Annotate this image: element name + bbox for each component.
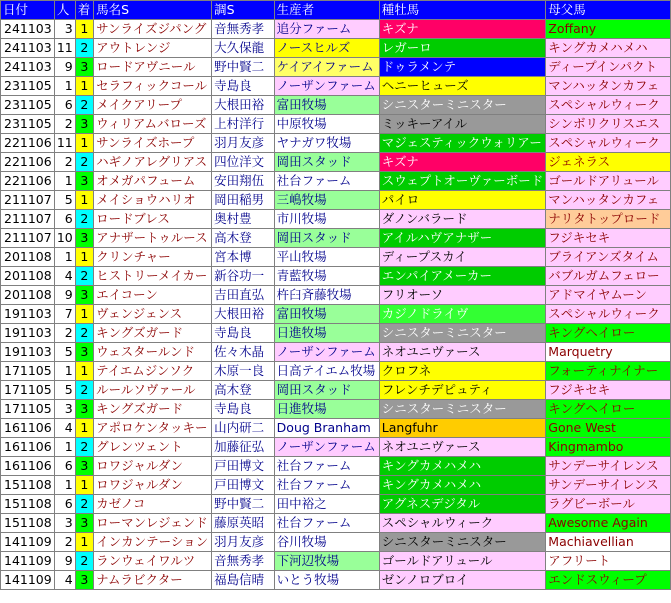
cell-horse: アウトレンジ xyxy=(94,39,212,58)
table-row xyxy=(1,286,671,305)
cell-finish: 2 xyxy=(75,495,93,514)
table-row xyxy=(1,552,671,571)
cell-popularity: 3 xyxy=(54,400,75,419)
cell-sire: フリオーソ xyxy=(379,286,546,305)
cell-finish: 2 xyxy=(75,324,93,343)
cell-trainer: 戸田博文 xyxy=(212,457,275,476)
cell-finish: 1 xyxy=(75,362,93,381)
cell-trainer: 藤原英昭 xyxy=(212,514,275,533)
cell-finish: 1 xyxy=(75,248,93,267)
cell-sire: シニスターミニスター xyxy=(379,400,546,419)
cell-trainer: 福島信晴 xyxy=(212,571,275,590)
cell-sire: キングカメハメハ xyxy=(379,476,546,495)
cell-horse: ヴェンジェンス xyxy=(94,305,212,324)
cell-breeder: ノーザンファーム xyxy=(274,438,379,457)
table-row xyxy=(1,58,671,77)
cell-dam-sire: ラグビーボール xyxy=(546,495,671,514)
table-row xyxy=(1,191,671,210)
cell-finish: 3 xyxy=(75,343,93,362)
cell-date: 191103 xyxy=(1,305,55,324)
table-row xyxy=(1,115,671,134)
cell-date: 241103 xyxy=(1,20,55,39)
table-row xyxy=(1,324,671,343)
cell-sire: スウェプトオーヴァーボード xyxy=(379,172,546,191)
cell-horse: インカンテーション xyxy=(94,533,212,552)
cell-sire: ネオユニヴァース xyxy=(379,343,546,362)
table-row xyxy=(1,514,671,533)
cell-date: 141109 xyxy=(1,533,55,552)
cell-trainer: 寺島良 xyxy=(212,77,275,96)
cell-breeder: ノーザンファーム xyxy=(274,77,379,96)
cell-popularity: 2 xyxy=(54,324,75,343)
cell-sire: キズナ xyxy=(379,153,546,172)
cell-horse: グレンツェント xyxy=(94,438,212,457)
cell-dam-sire: フジキセキ xyxy=(546,229,671,248)
cell-trainer: 音無秀孝 xyxy=(212,552,275,571)
cell-finish: 2 xyxy=(75,96,93,115)
cell-breeder: 平山牧場 xyxy=(274,248,379,267)
cell-finish: 2 xyxy=(75,210,93,229)
cell-breeder: 日進牧場 xyxy=(274,324,379,343)
header-horse: 馬名S xyxy=(94,1,212,20)
cell-dam-sire: ディープインパクト xyxy=(546,58,671,77)
cell-horse: ウェスタールンド xyxy=(94,343,212,362)
cell-dam-sire: Kingmambo xyxy=(546,438,671,457)
cell-sire: シニスターミニスター xyxy=(379,533,546,552)
cell-date: 151108 xyxy=(1,514,55,533)
cell-date: 171105 xyxy=(1,400,55,419)
header-breeder: 生産者 xyxy=(274,1,379,20)
cell-finish: 2 xyxy=(75,39,93,58)
cell-popularity: 3 xyxy=(54,20,75,39)
cell-finish: 3 xyxy=(75,286,93,305)
cell-dam-sire: フォーティナイナー xyxy=(546,362,671,381)
cell-trainer: 戸田博文 xyxy=(212,476,275,495)
cell-horse: キングズガード xyxy=(94,324,212,343)
cell-breeder: 追分ファーム xyxy=(274,20,379,39)
cell-popularity: 4 xyxy=(54,267,75,286)
cell-dam-sire: Marquetry xyxy=(546,343,671,362)
cell-breeder: 岡田スタッド xyxy=(274,153,379,172)
cell-trainer: 山内研二 xyxy=(212,419,275,438)
cell-popularity: 6 xyxy=(54,457,75,476)
cell-horse: ローマンレジェンド xyxy=(94,514,212,533)
cell-date: 211107 xyxy=(1,210,55,229)
cell-breeder: 杵臼斉藤牧場 xyxy=(274,286,379,305)
cell-trainer: 羽月友彦 xyxy=(212,533,275,552)
cell-sire: エンパイアメーカー xyxy=(379,267,546,286)
cell-sire: Langfuhr xyxy=(379,419,546,438)
cell-sire: キングカメハメハ xyxy=(379,457,546,476)
table-row xyxy=(1,476,671,495)
cell-breeder: ノーザンファーム xyxy=(274,343,379,362)
table-row xyxy=(1,248,671,267)
cell-finish: 2 xyxy=(75,153,93,172)
cell-sire: パイロ xyxy=(379,191,546,210)
cell-trainer: 岡田稲男 xyxy=(212,191,275,210)
table-row xyxy=(1,305,671,324)
cell-horse: セラフィックコール xyxy=(94,77,212,96)
cell-horse: アポロケンタッキー xyxy=(94,419,212,438)
cell-sire: ディープスカイ xyxy=(379,248,546,267)
cell-date: 171105 xyxy=(1,362,55,381)
cell-sire: キズナ xyxy=(379,20,546,39)
cell-dam-sire: キングカメハメハ xyxy=(546,39,671,58)
cell-sire: アグネスデジタル xyxy=(379,495,546,514)
cell-breeder: 青藍牧場 xyxy=(274,267,379,286)
cell-horse: ヒストリーメイカー xyxy=(94,267,212,286)
cell-dam-sire: Zoffany xyxy=(546,20,671,39)
cell-dam-sire: キングヘイロー xyxy=(546,324,671,343)
table-row xyxy=(1,571,671,590)
cell-trainer: 寺島良 xyxy=(212,400,275,419)
cell-sire: ドゥラメンテ xyxy=(379,58,546,77)
cell-dam-sire: アフリート xyxy=(546,552,671,571)
cell-popularity: 11 xyxy=(54,134,75,153)
cell-trainer: 奥村豊 xyxy=(212,210,275,229)
cell-horse: メイショウハリオ xyxy=(94,191,212,210)
cell-popularity: 10 xyxy=(54,229,75,248)
cell-finish: 3 xyxy=(75,229,93,248)
cell-date: 201108 xyxy=(1,248,55,267)
cell-horse: ナムラビクター xyxy=(94,571,212,590)
cell-popularity: 5 xyxy=(54,191,75,210)
cell-horse: ウィリアムバローズ xyxy=(94,115,212,134)
cell-date: 191103 xyxy=(1,324,55,343)
cell-horse: サンライズホープ xyxy=(94,134,212,153)
cell-breeder: 岡田スタッド xyxy=(274,229,379,248)
cell-trainer: 大久保龍 xyxy=(212,39,275,58)
cell-breeder: 田中裕之 xyxy=(274,495,379,514)
cell-finish: 3 xyxy=(75,115,93,134)
cell-popularity: 4 xyxy=(54,419,75,438)
cell-finish: 1 xyxy=(75,134,93,153)
cell-dam-sire: ジェネラス xyxy=(546,153,671,172)
cell-horse: オメガパフューム xyxy=(94,172,212,191)
cell-popularity: 1 xyxy=(54,362,75,381)
cell-breeder: 三嶋牧場 xyxy=(274,191,379,210)
cell-trainer: 高木登 xyxy=(212,229,275,248)
cell-trainer: 羽月友彦 xyxy=(212,134,275,153)
cell-popularity: 1 xyxy=(54,172,75,191)
cell-horse: サンライズジパング xyxy=(94,20,212,39)
cell-dam-sire: マンハッタンカフェ xyxy=(546,191,671,210)
cell-finish: 3 xyxy=(75,172,93,191)
cell-breeder: 岡田スタッド xyxy=(274,381,379,400)
table-body xyxy=(1,20,671,590)
cell-breeder: 下河辺牧場 xyxy=(274,552,379,571)
table-row xyxy=(1,419,671,438)
cell-sire: ゴールドアリュール xyxy=(379,552,546,571)
table-row xyxy=(1,343,671,362)
cell-trainer: 新谷功一 xyxy=(212,267,275,286)
cell-popularity: 2 xyxy=(54,533,75,552)
cell-breeder: ケイアイファーム xyxy=(274,58,379,77)
cell-finish: 3 xyxy=(75,400,93,419)
cell-finish: 2 xyxy=(75,267,93,286)
cell-dam-sire: シンボリクリスエス xyxy=(546,115,671,134)
cell-breeder: 日進牧場 xyxy=(274,400,379,419)
cell-dam-sire: Machiavellian xyxy=(546,533,671,552)
cell-breeder: 社台ファーム xyxy=(274,172,379,191)
table-row xyxy=(1,381,671,400)
cell-popularity: 3 xyxy=(54,514,75,533)
cell-trainer: 加藤征弘 xyxy=(212,438,275,457)
cell-breeder: 中原牧場 xyxy=(274,115,379,134)
cell-trainer: 大根田裕 xyxy=(212,96,275,115)
cell-trainer: 野中賢二 xyxy=(212,58,275,77)
cell-date: 161106 xyxy=(1,438,55,457)
cell-dam-sire: スペシャルウィーク xyxy=(546,305,671,324)
cell-date: 221106 xyxy=(1,153,55,172)
cell-popularity: 9 xyxy=(54,286,75,305)
cell-breeder: ヤナガワ牧場 xyxy=(274,134,379,153)
cell-finish: 3 xyxy=(75,514,93,533)
cell-finish: 3 xyxy=(75,571,93,590)
cell-trainer: 安田翔伍 xyxy=(212,172,275,191)
cell-date: 161106 xyxy=(1,419,55,438)
header-popularity: 人 xyxy=(54,1,75,20)
cell-sire: ネオユニヴァース xyxy=(379,438,546,457)
cell-finish: 1 xyxy=(75,419,93,438)
table-row xyxy=(1,210,671,229)
table-row xyxy=(1,134,671,153)
header-row xyxy=(1,1,671,20)
cell-breeder: いとう牧場 xyxy=(274,571,379,590)
cell-popularity: 1 xyxy=(54,248,75,267)
cell-sire: カジノドライヴ xyxy=(379,305,546,324)
cell-popularity: 1 xyxy=(54,438,75,457)
cell-breeder: 社台ファーム xyxy=(274,514,379,533)
cell-popularity: 9 xyxy=(54,552,75,571)
cell-finish: 1 xyxy=(75,533,93,552)
cell-date: 191103 xyxy=(1,343,55,362)
cell-finish: 2 xyxy=(75,552,93,571)
cell-popularity: 5 xyxy=(54,381,75,400)
cell-dam-sire: サンデーサイレンス xyxy=(546,476,671,495)
table-row xyxy=(1,96,671,115)
cell-dam-sire: スペシャルウィーク xyxy=(546,134,671,153)
cell-date: 231105 xyxy=(1,115,55,134)
table-row xyxy=(1,362,671,381)
cell-trainer: 上村洋行 xyxy=(212,115,275,134)
cell-sire: スペシャルウィーク xyxy=(379,514,546,533)
cell-breeder: Doug Branham xyxy=(274,419,379,438)
header-sire: 種牡馬 xyxy=(379,1,546,20)
cell-popularity: 4 xyxy=(54,571,75,590)
cell-popularity: 6 xyxy=(54,96,75,115)
cell-popularity: 7 xyxy=(54,305,75,324)
cell-popularity: 5 xyxy=(54,343,75,362)
cell-date: 211107 xyxy=(1,229,55,248)
cell-finish: 2 xyxy=(75,381,93,400)
cell-popularity: 6 xyxy=(54,495,75,514)
cell-dam-sire: エンドスウィープ xyxy=(546,571,671,590)
cell-popularity: 2 xyxy=(54,153,75,172)
table-row xyxy=(1,457,671,476)
cell-date: 221106 xyxy=(1,172,55,191)
cell-breeder: 社台ファーム xyxy=(274,457,379,476)
header-finish: 着 xyxy=(75,1,93,20)
cell-trainer: 宮本博 xyxy=(212,248,275,267)
cell-popularity: 2 xyxy=(54,115,75,134)
cell-sire: マジェスティックウォリアー xyxy=(379,134,546,153)
cell-date: 201108 xyxy=(1,267,55,286)
cell-sire: ヘニーヒューズ xyxy=(379,77,546,96)
cell-horse: メイクアリープ xyxy=(94,96,212,115)
cell-sire: クロフネ xyxy=(379,362,546,381)
table-row xyxy=(1,229,671,248)
cell-trainer: 木原一良 xyxy=(212,362,275,381)
cell-breeder: 富田牧場 xyxy=(274,96,379,115)
header-trainer: 調S xyxy=(212,1,275,20)
cell-dam-sire: ナリタトップロード xyxy=(546,210,671,229)
cell-date: 241103 xyxy=(1,39,55,58)
cell-date: 231105 xyxy=(1,77,55,96)
cell-horse: ロワジャルダン xyxy=(94,476,212,495)
cell-horse: キングズガード xyxy=(94,400,212,419)
cell-horse: カゼノコ xyxy=(94,495,212,514)
table-row xyxy=(1,438,671,457)
cell-date: 151108 xyxy=(1,476,55,495)
cell-finish: 1 xyxy=(75,20,93,39)
cell-dam-sire: Awesome Again xyxy=(546,514,671,533)
cell-popularity: 11 xyxy=(54,39,75,58)
cell-sire: ミッキーアイル xyxy=(379,115,546,134)
cell-horse: アナザートゥルース xyxy=(94,229,212,248)
table-row xyxy=(1,153,671,172)
cell-sire: シニスターミニスター xyxy=(379,96,546,115)
table-row xyxy=(1,77,671,96)
header-dam-sire: 母父馬 xyxy=(546,1,671,20)
cell-sire: レガーロ xyxy=(379,39,546,58)
cell-dam-sire: スペシャルウィーク xyxy=(546,96,671,115)
cell-horse: ロワジャルダン xyxy=(94,457,212,476)
table-row xyxy=(1,495,671,514)
cell-horse: テイエムジンソク xyxy=(94,362,212,381)
cell-horse: ハギノアレグリアス xyxy=(94,153,212,172)
cell-trainer: 吉田直弘 xyxy=(212,286,275,305)
cell-dam-sire: フジキセキ xyxy=(546,381,671,400)
table-row xyxy=(1,533,671,552)
cell-sire: シニスターミニスター xyxy=(379,324,546,343)
table-row xyxy=(1,400,671,419)
cell-trainer: 野中賢二 xyxy=(212,495,275,514)
cell-finish: 3 xyxy=(75,58,93,77)
cell-breeder: 谷川牧場 xyxy=(274,533,379,552)
cell-popularity: 6 xyxy=(54,210,75,229)
cell-horse: ルールソヴァール xyxy=(94,381,212,400)
cell-breeder: 日高テイエム牧場 xyxy=(274,362,379,381)
cell-date: 221106 xyxy=(1,134,55,153)
cell-trainer: 大根田裕 xyxy=(212,305,275,324)
table-row xyxy=(1,172,671,191)
cell-trainer: 四位洋文 xyxy=(212,153,275,172)
header-date: 日付 xyxy=(1,1,55,20)
cell-horse: クリンチャー xyxy=(94,248,212,267)
cell-breeder: 社台ファーム xyxy=(274,476,379,495)
cell-dam-sire: ゴールドアリュール xyxy=(546,172,671,191)
cell-date: 161106 xyxy=(1,457,55,476)
cell-finish: 1 xyxy=(75,191,93,210)
cell-finish: 2 xyxy=(75,438,93,457)
cell-date: 171105 xyxy=(1,381,55,400)
cell-date: 211107 xyxy=(1,191,55,210)
cell-horse: エイコーン xyxy=(94,286,212,305)
cell-horse: ロードブレス xyxy=(94,210,212,229)
cell-trainer: 寺島良 xyxy=(212,324,275,343)
cell-popularity: 1 xyxy=(54,77,75,96)
cell-date: 241103 xyxy=(1,58,55,77)
cell-dam-sire: アドマイヤムーン xyxy=(546,286,671,305)
cell-date: 201108 xyxy=(1,286,55,305)
cell-horse: ランウェイワルツ xyxy=(94,552,212,571)
cell-finish: 1 xyxy=(75,476,93,495)
cell-dam-sire: キングヘイロー xyxy=(546,400,671,419)
cell-dam-sire: Gone West xyxy=(546,419,671,438)
cell-sire: ダノンバラード xyxy=(379,210,546,229)
cell-popularity: 9 xyxy=(54,58,75,77)
cell-sire: フレンチデピュティ xyxy=(379,381,546,400)
cell-trainer: 高木登 xyxy=(212,381,275,400)
cell-dam-sire: ブライアンズタイム xyxy=(546,248,671,267)
cell-finish: 1 xyxy=(75,77,93,96)
cell-sire: ゼンノロブロイ xyxy=(379,571,546,590)
cell-dam-sire: サンデーサイレンス xyxy=(546,457,671,476)
cell-breeder: 市川牧場 xyxy=(274,210,379,229)
cell-trainer: 音無秀孝 xyxy=(212,20,275,39)
cell-date: 141109 xyxy=(1,552,55,571)
cell-dam-sire: マンハッタンカフェ xyxy=(546,77,671,96)
table-row xyxy=(1,39,671,58)
cell-finish: 3 xyxy=(75,457,93,476)
cell-dam-sire: バブルガムフェロー xyxy=(546,267,671,286)
cell-popularity: 1 xyxy=(54,476,75,495)
cell-date: 231105 xyxy=(1,96,55,115)
cell-date: 141109 xyxy=(1,571,55,590)
cell-finish: 1 xyxy=(75,305,93,324)
table-row xyxy=(1,267,671,286)
cell-trainer: 佐々木晶 xyxy=(212,343,275,362)
cell-breeder: 富田牧場 xyxy=(274,305,379,324)
cell-sire: アイルハヴアナザー xyxy=(379,229,546,248)
table-row xyxy=(1,20,671,39)
cell-horse: ロードアヴニール xyxy=(94,58,212,77)
cell-breeder: ノースヒルズ xyxy=(274,39,379,58)
cell-date: 151108 xyxy=(1,495,55,514)
